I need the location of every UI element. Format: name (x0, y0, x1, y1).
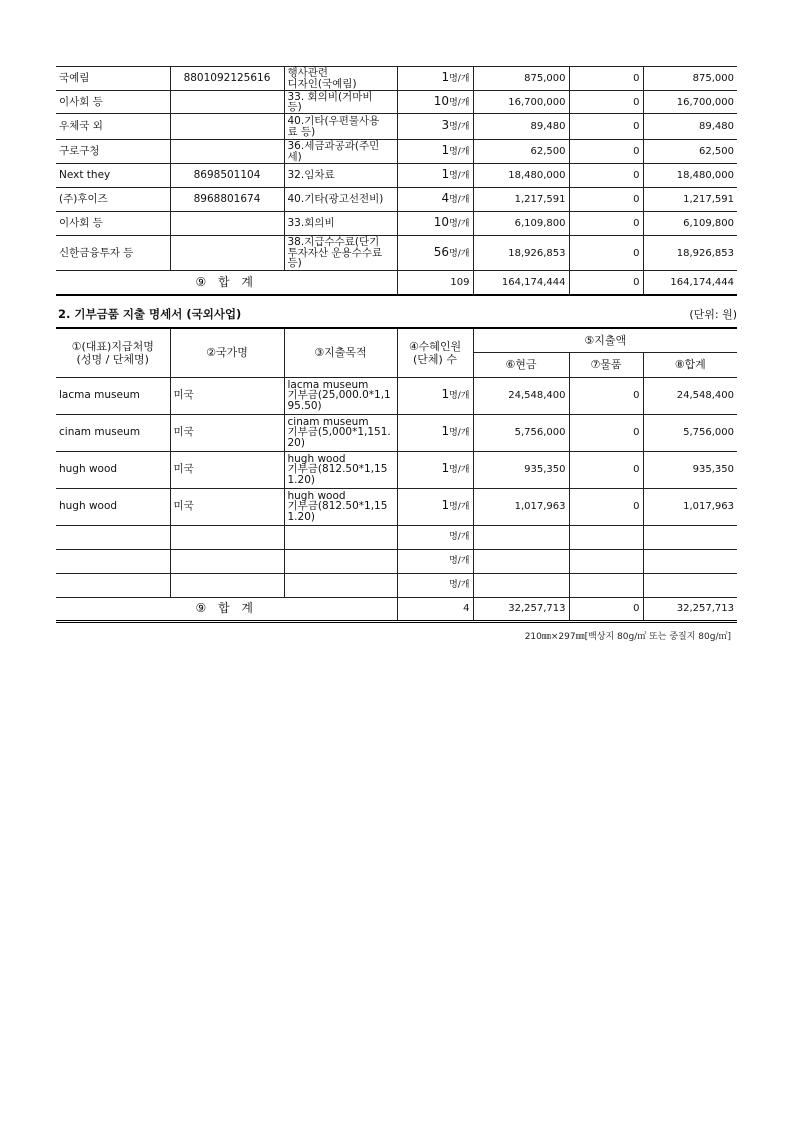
goods-amount: 0 (569, 188, 643, 212)
recipient-name: hugh wood (56, 488, 170, 525)
count-unit: 명/개 (449, 219, 470, 229)
cash-amount: 935,350 (473, 451, 569, 488)
expense-purpose: 행사관련 디자인(국예림) (284, 67, 397, 91)
expense-purpose: hugh wood 기부금(812.50*1,15 1.20) (284, 451, 397, 488)
recipient-name: 신한금융투자 등 (56, 236, 170, 271)
expense-purpose-empty (284, 525, 397, 549)
paper-size-footnote: 210㎜×297㎜[백상지 80g/㎡ 또는 중질지 80g/㎡] (524, 632, 731, 642)
expense-purpose: 33.회의비 (284, 212, 397, 236)
cash-amount: 18,926,853 (473, 236, 569, 271)
country-name-empty (170, 573, 284, 597)
table-row (56, 377, 737, 414)
recipient-name: cinam museum (56, 414, 170, 451)
recipient-count (397, 114, 473, 140)
total-amount: 935,350 (643, 451, 737, 488)
total-amount-empty (643, 549, 737, 573)
recipient-count (397, 67, 473, 91)
count-value: 1 (441, 424, 450, 438)
business-id (170, 114, 284, 140)
table-row (56, 114, 737, 140)
total-amount: 5,756,000 (643, 414, 737, 451)
recipient-name: (주)후이즈 (56, 188, 170, 212)
count-unit: 명/개 (449, 465, 470, 475)
expense-purpose: 33. 회의비(거마비 등) (284, 91, 397, 114)
recipient-name-empty (56, 573, 170, 597)
recipient-count (397, 212, 473, 236)
domestic-expenditure-table (56, 66, 737, 296)
purpose-header: ③지출목적 (284, 328, 397, 377)
country-name: 미국 (170, 377, 284, 414)
beneficiary-count (397, 414, 473, 451)
recipient-count (397, 236, 473, 271)
recipient-name-empty (56, 525, 170, 549)
business-id: 8698501104 (170, 164, 284, 188)
total-amount: 89,480 (643, 114, 737, 140)
beneficiary-count (397, 451, 473, 488)
foreign-total-row (56, 597, 737, 621)
recipient-count (397, 91, 473, 114)
beneficiary-unit-empty: 명/개 (397, 525, 473, 549)
table-row (56, 451, 737, 488)
count-value: 56 (433, 244, 450, 259)
business-id (170, 236, 284, 271)
expense-purpose: 32.임차료 (284, 164, 397, 188)
section-2-unit: (단위: 원) (689, 308, 737, 321)
recipient-count (397, 164, 473, 188)
goods-amount-empty (569, 525, 643, 549)
beneficiary-count (397, 377, 473, 414)
country-name: 미국 (170, 488, 284, 525)
expense-purpose: lacma museum 기부금(25,000.0*1,1 95.50) (284, 377, 397, 414)
table-row (56, 164, 737, 188)
table-row (56, 188, 737, 212)
beneficiary-unit-empty: 명/개 (397, 573, 473, 597)
goods-amount-empty (569, 573, 643, 597)
count-unit: 명/개 (449, 502, 470, 512)
total-amount: 24,548,400 (643, 377, 737, 414)
goods-amount: 0 (569, 488, 643, 525)
goods-amount: 0 (569, 451, 643, 488)
cash-amount: 6,109,800 (473, 212, 569, 236)
total-amount: 16,700,000 (643, 91, 737, 114)
table-row (56, 91, 737, 114)
count-value: 4 (441, 191, 450, 205)
goods-amount: 0 (569, 67, 643, 91)
amount-header: ⑤지출액 (473, 328, 737, 352)
goods-amount: 0 (569, 114, 643, 140)
recipient-name: 이사회 등 (56, 91, 170, 114)
recipient-name: 구로구청 (56, 140, 170, 164)
table-row (56, 488, 737, 525)
goods-amount-empty (569, 549, 643, 573)
total-amount: 1,017,963 (643, 488, 737, 525)
total-amount: 6,109,800 (643, 212, 737, 236)
count-unit: 명/개 (449, 97, 470, 108)
count-unit: 명/개 (449, 74, 470, 84)
recipient-count (397, 140, 473, 164)
foreign-total-goods: 0 (569, 597, 643, 621)
expense-purpose: cinam museum 기부금(5,000*1,151. 20) (284, 414, 397, 451)
total-header: ⑧합계 (643, 352, 737, 377)
cash-amount: 24,548,400 (473, 377, 569, 414)
count-value: 10 (433, 215, 450, 229)
business-id: 8801092125616 (170, 67, 284, 91)
foreign-donation-table (56, 327, 737, 623)
empty-row (56, 549, 737, 573)
total-amount: 1,217,591 (643, 188, 737, 212)
recipient-name: 우체국 외 (56, 114, 170, 140)
business-id: 8968801674 (170, 188, 284, 212)
cash-amount: 89,480 (473, 114, 569, 140)
table-row (56, 140, 737, 164)
section-2-title: 2. 기부금품 지출 명세서 (국외사업) (58, 307, 242, 321)
recipient-name: 이사회 등 (56, 212, 170, 236)
count-unit: 명/개 (449, 171, 470, 181)
cash-amount-empty (473, 573, 569, 597)
foreign-total-cash: 32,257,713 (473, 597, 569, 621)
domestic-total-amount: 164,174,444 (643, 271, 737, 295)
cash-amount-empty (473, 549, 569, 573)
business-id (170, 140, 284, 164)
goods-amount: 0 (569, 91, 643, 114)
total-amount: 18,480,000 (643, 164, 737, 188)
cash-amount: 875,000 (473, 67, 569, 91)
foreign-total-label: ⑨ 합 계 (56, 597, 397, 621)
empty-row (56, 525, 737, 549)
goods-amount: 0 (569, 414, 643, 451)
cash-amount: 1,217,591 (473, 188, 569, 212)
count-unit: 명/개 (449, 195, 470, 205)
business-id (170, 212, 284, 236)
goods-amount: 0 (569, 164, 643, 188)
count-value: 10 (433, 93, 450, 108)
cash-amount: 1,017,963 (473, 488, 569, 525)
expense-purpose: hugh wood 기부금(812.50*1,15 1.20) (284, 488, 397, 525)
recipient-count (397, 188, 473, 212)
recipient-name: lacma museum (56, 377, 170, 414)
beneficiaries-header: ④수혜인원 (단체) 수 (397, 328, 473, 377)
expense-purpose: 36.세금과공과(주민 세) (284, 140, 397, 164)
count-unit: 명/개 (449, 428, 470, 438)
count-unit: 명/개 (449, 122, 470, 132)
goods-header: ⑦물품 (569, 352, 643, 377)
count-value: 1 (441, 387, 450, 401)
country-name-empty (170, 525, 284, 549)
count-value: 1 (441, 461, 450, 475)
cash-amount: 62,500 (473, 140, 569, 164)
count-unit: 명/개 (449, 248, 470, 259)
table-row (56, 67, 737, 91)
domestic-total-row (56, 271, 737, 295)
foreign-total-count: 4 (397, 597, 473, 621)
header-row-1 (56, 328, 737, 352)
country-name: 미국 (170, 451, 284, 488)
total-amount: 875,000 (643, 67, 737, 91)
goods-amount: 0 (569, 236, 643, 271)
domestic-total-count: 109 (397, 271, 473, 295)
total-amount: 62,500 (643, 140, 737, 164)
country-header: ②국가명 (170, 328, 284, 377)
business-id (170, 91, 284, 114)
domestic-total-label: ⑨ 합 계 (56, 271, 397, 295)
cash-amount: 18,480,000 (473, 164, 569, 188)
goods-amount: 0 (569, 212, 643, 236)
cash-header: ⑥현금 (473, 352, 569, 377)
count-value: 3 (441, 118, 450, 132)
empty-row (56, 573, 737, 597)
recipient-name-empty (56, 549, 170, 573)
country-name: 미국 (170, 414, 284, 451)
cash-amount-empty (473, 525, 569, 549)
table-row (56, 236, 737, 271)
count-value: 1 (441, 167, 450, 181)
count-value: 1 (441, 70, 450, 84)
table-row (56, 212, 737, 236)
goods-amount: 0 (569, 140, 643, 164)
expense-purpose: 40.기타(광고선전비) (284, 188, 397, 212)
domestic-total-goods: 0 (569, 271, 643, 295)
country-name-empty (170, 549, 284, 573)
recipient-name: Next they (56, 164, 170, 188)
recipient-header: ①(대표)지급처명 (성명 / 단체명) (56, 328, 170, 377)
beneficiary-count (397, 488, 473, 525)
table-row (56, 414, 737, 451)
goods-amount: 0 (569, 377, 643, 414)
total-amount: 18,926,853 (643, 236, 737, 271)
domestic-total-cash: 164,174,444 (473, 271, 569, 295)
expense-purpose: 40.기타(우편물사용 료 등) (284, 114, 397, 140)
count-unit: 명/개 (449, 147, 470, 157)
count-unit: 명/개 (449, 391, 470, 401)
recipient-name: 국예림 (56, 67, 170, 91)
total-amount-empty (643, 573, 737, 597)
cash-amount: 5,756,000 (473, 414, 569, 451)
expense-purpose: 38.지급수수료(단기 투자자산 운용수수료 등) (284, 236, 397, 271)
cash-amount: 16,700,000 (473, 91, 569, 114)
count-value: 1 (441, 143, 450, 157)
recipient-name: hugh wood (56, 451, 170, 488)
beneficiary-unit-empty: 명/개 (397, 549, 473, 573)
expense-purpose-empty (284, 549, 397, 573)
expense-purpose-empty (284, 573, 397, 597)
foreign-total-amount: 32,257,713 (643, 597, 737, 621)
total-amount-empty (643, 525, 737, 549)
count-value: 1 (441, 498, 450, 512)
